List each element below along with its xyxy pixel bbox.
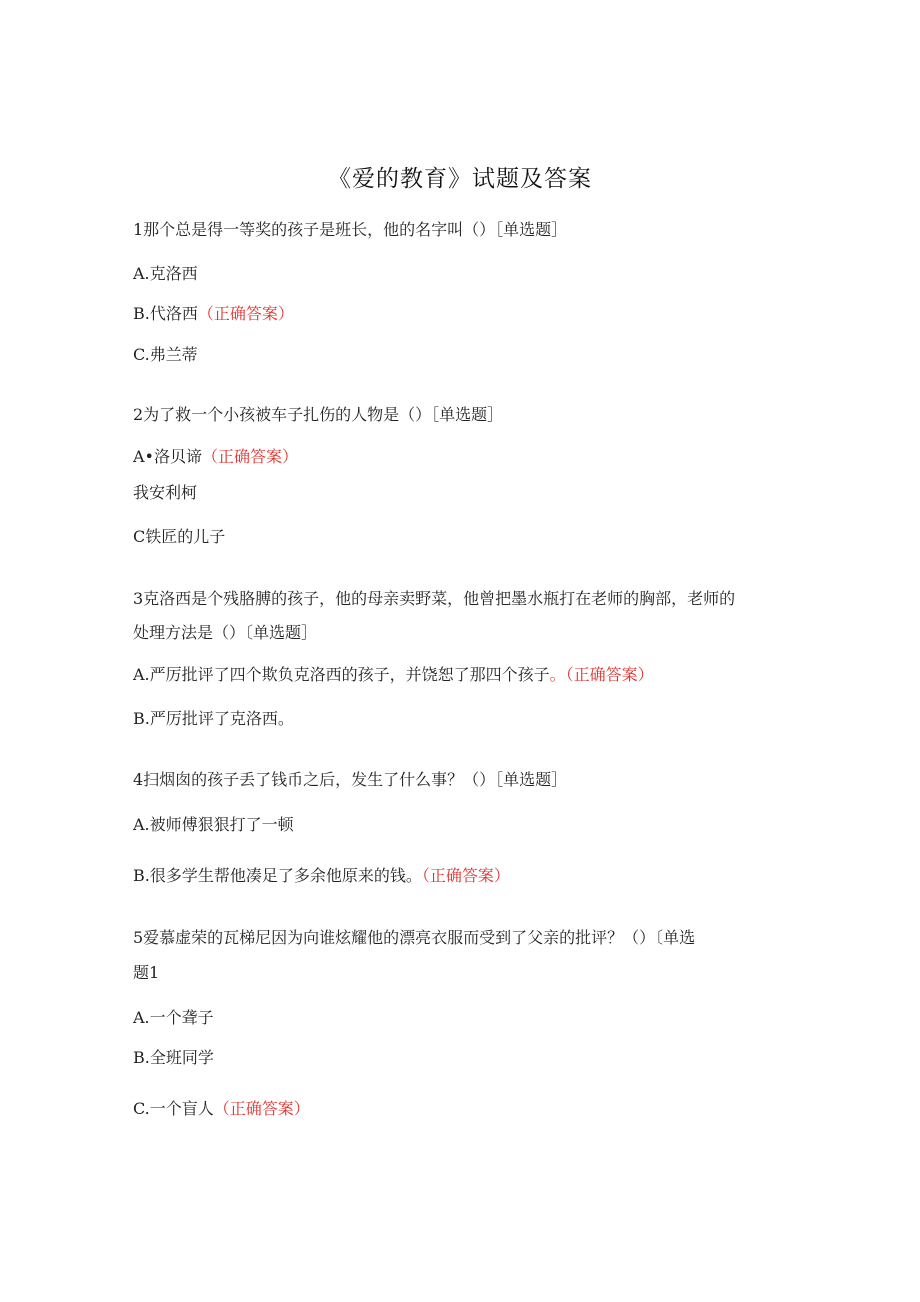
question-3-option-b: B.严厉批评了克洛西。 bbox=[133, 709, 294, 728]
question-5-option-b: B.全班同学 bbox=[133, 1048, 214, 1067]
option-text: C.一个盲人 bbox=[133, 1099, 214, 1118]
question-2-stem: 2为了救一个小孩被车子扎伤的人物是（）［单选题］ bbox=[133, 405, 504, 424]
question-5-option-c bbox=[133, 1098, 310, 1120]
document-title: 《爱的教育》试题及答案 bbox=[328, 166, 592, 192]
option-text: B.很多学生帮他凑足了多余他原来的钱。 bbox=[133, 866, 422, 885]
option-text: A.严厉批评了四个欺负克洛西的孩子，并饶恕了那四个孩子 bbox=[133, 665, 550, 684]
question-5-option-a: A.一个聋子 bbox=[133, 1008, 214, 1027]
question-3-option-a bbox=[133, 664, 654, 686]
question-4-stem: 4扫烟囱的孩子丢了钱币之后，发生了什么事？（）［单选题］ bbox=[133, 770, 568, 789]
question-2-option-b: 我安利柯 bbox=[133, 483, 198, 502]
question-1-option-b bbox=[133, 303, 294, 325]
option-text: B.代洛西 bbox=[133, 304, 198, 323]
correct-answer-mark: （正确答案） bbox=[197, 304, 294, 323]
question-2-option-c: C铁匠的儿子 bbox=[133, 527, 226, 546]
option-text: A•洛贝谛 bbox=[133, 447, 202, 466]
question-4-option-a: A.被师傅狠狠打了一顿 bbox=[133, 815, 294, 834]
correct-answer-mark: 。（正确答案） bbox=[549, 665, 654, 684]
question-4-option-b bbox=[133, 865, 510, 887]
question-1-option-a: A.克洛西 bbox=[133, 264, 198, 283]
question-1-option-c: C.弗兰蒂 bbox=[133, 345, 198, 364]
correct-answer-mark: （正确答案） bbox=[202, 447, 299, 466]
question-5-stem-line1: 5爱慕虚荣的瓦梯尼因为向谁炫耀他的漂亮衣服而受到了父亲的批评？（）〔单选 bbox=[133, 928, 696, 947]
question-1-stem: 1那个总是得一等奖的孩子是班长，他的名字叫（）［单选题］ bbox=[133, 220, 568, 239]
question-3-stem-line2: 处理方法是（）〔单选题］ bbox=[133, 623, 318, 642]
question-2-option-a bbox=[133, 446, 298, 468]
question-5-stem-line2: 题1 bbox=[133, 963, 160, 982]
correct-answer-mark: （正确答案） bbox=[421, 866, 510, 885]
correct-answer-mark: （正确答案） bbox=[213, 1099, 310, 1118]
question-3-stem-line1: 3克洛西是个残胳膊的孩子，他的母亲卖野菜，他曾把墨水瓶打在老师的胸部，老师的 bbox=[133, 589, 736, 608]
